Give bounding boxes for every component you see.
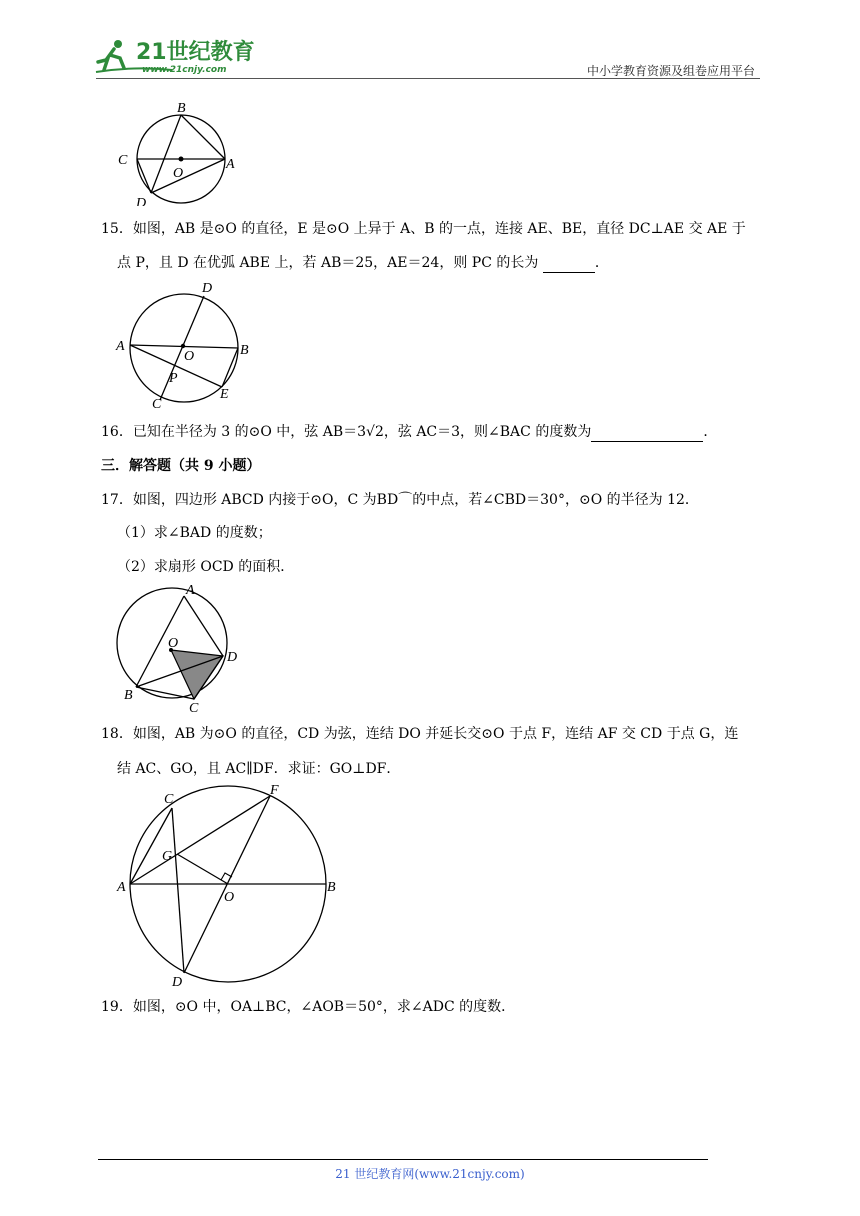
label-B: B (177, 101, 186, 116)
question-18-line2: 结 AC、GO，且 AC∥DF．求证：GO⊥DF． (117, 761, 401, 777)
section-heading: 三．解答题（共 9 小题） (101, 458, 261, 474)
label-A: A (226, 157, 235, 172)
label-O: O (224, 890, 235, 905)
label-E: E (220, 387, 229, 402)
question-17-part2: （2）求扇形 OCD 的面积． (117, 559, 295, 575)
footer-text: 21 世纪教育网(www.21cnjy.com) (335, 1167, 525, 1181)
label-G: G (162, 849, 173, 864)
label-D: D (227, 650, 238, 665)
platform-name: 中小学教育资源及组卷应用平台 (586, 64, 755, 78)
label-A: A (116, 339, 125, 354)
question-17-part1: （1）求∠BAD 的度数； (117, 525, 272, 541)
label-B: B (327, 880, 336, 895)
label-P: P (169, 371, 178, 386)
label-D: D (172, 975, 183, 990)
question-19: 19．如图，⊙O 中，OA⊥BC，∠AOB＝50°，求∠ADC 的度数． (101, 999, 516, 1015)
label-O: O (184, 349, 195, 364)
logo-text: 21世纪教育 (136, 40, 255, 65)
label-C: C (164, 792, 174, 807)
answer-blank-16[interactable] (591, 425, 703, 442)
label-O: O (168, 636, 179, 651)
question-15-line2: 点 P，且 D 在优弧 ABE 上，若 AB＝25，AE＝24，则 PC 的长为 ． (117, 255, 609, 271)
sector-OCD (171, 650, 223, 699)
label-C: C (189, 701, 199, 715)
label-D: D (202, 281, 213, 296)
label-A: A (117, 880, 126, 895)
logo-url: www.21cnjy.com (142, 65, 227, 75)
answer-blank-15[interactable] (543, 256, 595, 273)
question-16: 16．已知在半径为 3 的⊙O 中，弦 AB＝3√2，弦 AC＝3，则∠BAC 的度数为 ． (101, 424, 718, 440)
label-C: C (118, 153, 128, 168)
header-divider (96, 78, 760, 79)
figure-q14 (112, 96, 242, 206)
label-C: C (152, 397, 162, 410)
figure-q15 (112, 278, 262, 410)
question-15-line1: 15．如图，AB 是⊙O 的直径，E 是⊙O 上异于 A、B 的一点，连接 AE、BE，直径 DC⊥AE 交 AE 于 (101, 221, 746, 237)
label-O: O (173, 166, 184, 181)
label-A: A (186, 583, 195, 598)
label-B: B (124, 688, 133, 703)
label-F: F (270, 783, 279, 798)
logo (94, 36, 259, 78)
question-17: 17．如图，四边形 ABCD 内接于⊙O，C 为BD⌒的中点，若∠CBD＝30°，⊙O 的半径为 12． (101, 492, 699, 508)
figure-q17 (112, 580, 247, 715)
label-D: D (136, 196, 147, 206)
figure-q18 (112, 780, 347, 992)
label-B: B (240, 343, 249, 358)
question-18-line1: 18．如图，AB 为⊙O 的直径，CD 为弦，连结 DO 并延长交⊙O 于点 F，连结 AF 交 CD 于点 G，连 (101, 726, 739, 742)
footer-divider (98, 1159, 708, 1160)
